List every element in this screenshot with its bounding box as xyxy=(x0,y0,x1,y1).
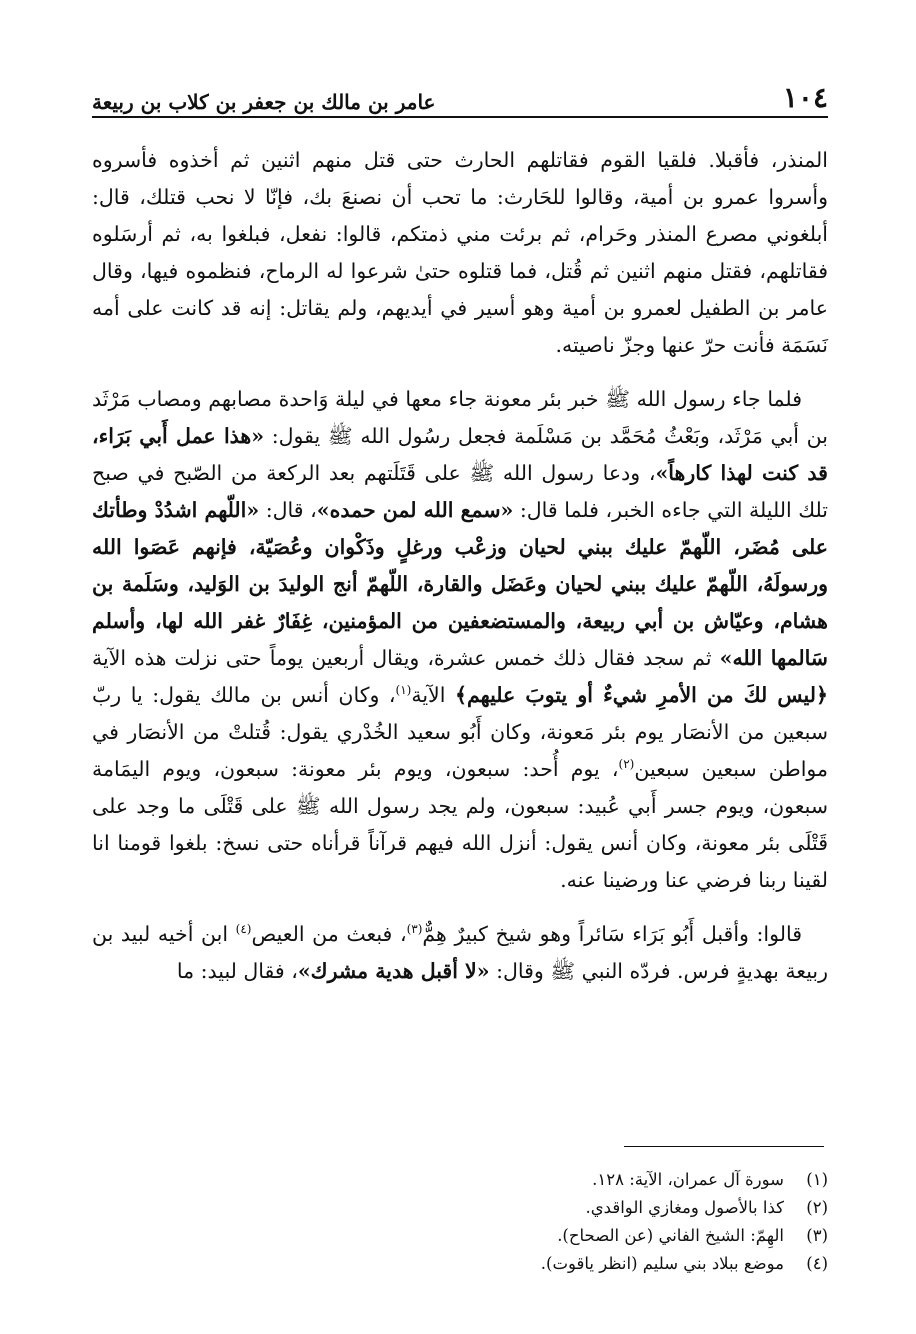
text-run: الآية xyxy=(411,683,455,707)
text-run: ، ودعا رسول الله ﷺ على قَتَلَتهم بعد الركعة من الصّبح في صبح تلك الليلة التي جاءه الخبر، فلما قال: xyxy=(92,461,829,522)
footnote-number: (٤) xyxy=(806,1254,828,1273)
footnote-item xyxy=(92,1250,828,1278)
footnote-divider xyxy=(624,1146,824,1147)
text-run: قالوا: وأقبل أَبُو بَرَاء سَائراً وهو شيخ كبيرٌ هِمٌّ xyxy=(422,922,803,946)
text-run: ، يوم أُحد: سبعون، ويوم بئر معونة: سبعون، ويوم اليمَامة سبعون، ويوم جسر أَبي عُبيد: سبعون، ولم يجد رسول الله ﷺ على قَتْلَى ما وجد على قَتْلَى بئر معونة، وكان أنس يقول: أنزل الله فيهم قرآناً قرأناه حتى نسخ: بلغوا قومنا انا لقينا ربنا فرضي عنا ورضينا عنه. xyxy=(92,757,828,892)
hadith-quote: «هذا عمل أَبي بَرَاء، قد كنت لهذا كارهاً» xyxy=(92,424,828,485)
footnote-marker[interactable]: (٣) xyxy=(406,922,423,937)
footnote-marker[interactable]: (١) xyxy=(395,683,412,698)
page-header xyxy=(92,72,828,112)
footnote-item xyxy=(92,1222,828,1250)
text-run: ، فقال لبيد: ما xyxy=(176,959,298,983)
footnote-text: سورة آل عمران، الآية: ١٢٨. xyxy=(592,1170,784,1189)
footnotes xyxy=(92,1166,828,1278)
text-run: ابن أخيه لبيد بن ربيعة بهديةٍ فرس. فردّه النبي ﷺ وقال: xyxy=(92,922,828,983)
page-number: ١٠٤ xyxy=(782,81,828,114)
footnote-text: كذا بالأصول ومغازي الواقدي. xyxy=(585,1198,784,1217)
footnote-marker[interactable]: (٢) xyxy=(618,757,635,772)
quran-verse: ﴿ليس لكَ من الأمرِ شيءٌ أو يتوبَ عليهم﴾ xyxy=(454,683,828,707)
paragraph-1 xyxy=(92,142,828,364)
footnote-marker[interactable]: (٤) xyxy=(235,922,252,937)
paragraph-3 xyxy=(92,916,828,990)
footnote-number: (٢) xyxy=(806,1198,828,1217)
text-run: ، فبعث من العيص xyxy=(251,922,407,946)
footnote-item xyxy=(92,1166,828,1194)
header-divider xyxy=(92,116,828,118)
paragraph-2 xyxy=(92,381,828,899)
text-run: ، وكان أنس بن مالك يقول: يا ربّ سبعين من الأنصَار يوم بئر مَعونة، وكان أَبُو سعيد الخُدْري يقول: قُتلتْ من الأنصَار في مواطن سبعين سبعين xyxy=(92,683,828,781)
footnote-text: الهِمّ: الشيخ الفاني (عن الصحاح). xyxy=(557,1226,784,1245)
footnote-item xyxy=(92,1194,828,1222)
footnote-text: موضع ببلاد بني سليم (انظر ياقوت). xyxy=(540,1254,784,1273)
footnote-number: (٣) xyxy=(806,1226,828,1245)
hadith-quote: «لا أقبل هدية مشرك» xyxy=(297,959,490,983)
main-text xyxy=(92,142,828,1007)
text-run: ، قال: xyxy=(259,498,317,522)
footnote-number: (١) xyxy=(806,1170,828,1189)
text-run: فلما جاء رسول الله ﷺ خبر بئر معونة جاء معها في ليلة وَاحدة مصابهم ومصاب مَرْثَد بن أبي مَرْثَد، وبَعْثُ مُحَمَّد بن مَسْلَمة فجعل رسُول الله ﷺ يقول: xyxy=(92,387,828,448)
text-run: المنذر، فأقبلا. فلقيا القوم فقاتلهم الحارث حتى قتل منهم اثنين ثم أخذوه فأسروه وأسروا عمرو بن أمية، وقالوا للحَارث: ما تحب أن نصنعَ بك، فإنّا لا نحب قتلك، قال: أبلغوني مصرع المنذر وحَرام، ثم برئت مني ذمتكم، قالوا: نفعل، فبلغوا به، ثم أرسَلوه فقاتلهم، فقتل منهم اثنين ثم قُتل، فما قتلوه حتىٰ شرعوا له الرماح، فنظموه فيها، وقال عامر بن الطفيل لعمرو بن أمية وهو أسير في أيديهم، ولم يقاتل: إنه قد كانت على أمه نَسَمَة فأنت حرّ عنها وجزّ ناصيته. xyxy=(92,148,828,357)
hadith-quote: «سمع الله لمن حمده» xyxy=(316,498,514,522)
running-title: عامر بن مالك بن جعفر بن كلاب بن ربيعة xyxy=(92,90,436,114)
text-run: ثم سجد فقال ذلك خمس عشرة، ويقال أربعين يوماً حتى نزلت هذه الآية xyxy=(92,646,720,670)
hadith-quote: «اللّهم اشدُدْ وطأتك على مُضَر، اللّهمّ عليك ببني لحيان وزعْب ورغلٍ وذَكْوان وعُصَيّة، فإنهم عَصَوا الله ورسولَهُ، اللّهمّ عليك ببني لحيان وعَضَل والقارة، اللّهمّ أنج الوليدَ بن الوَليد، وسَلَمة بن هشام، وعيّاش بن أبي ربيعة، والمستضعفين من المؤمنين، غِفَارٌ غفر الله لها، وأسلم سَالمها الله» xyxy=(92,498,828,670)
